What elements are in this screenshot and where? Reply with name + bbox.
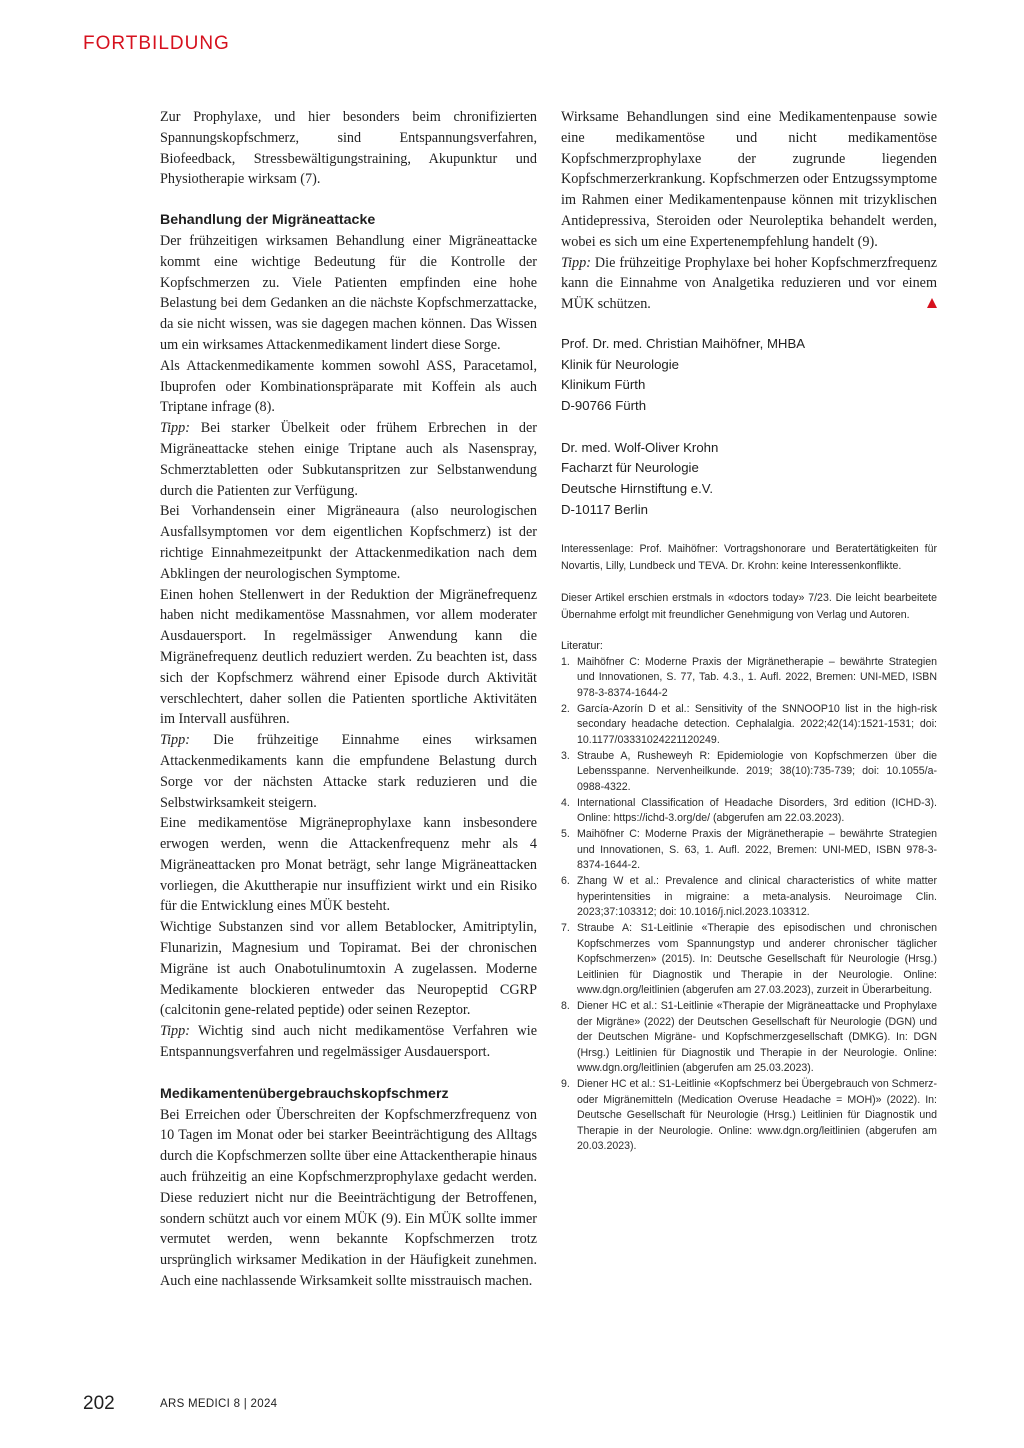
address-line: Prof. Dr. med. Christian Maihöfner, MHBA [561,335,806,351]
address-line: D-10117 Berlin [561,501,648,517]
section-heading: Behandlung der Migräneattacke [160,212,376,229]
tip-paragraph [160,418,537,501]
address-line: Deutsche Hirnstiftung e.V. [561,481,713,497]
conflict-of-interest-note: Interessenlage: Prof. Maihöfner: Vortragshonorare und Beratertätigkeiten für Novartis, Lilly, Lundbeck und TEVA. Dr. Krohn: keine Interessenkonflikte. [561,542,937,572]
literature-heading: Literatur: [561,640,603,653]
paragraph: Bei Erreichen oder Überschreiten der Kopfschmerzfrequenz von 10 Tagen im Monat oder bei starker Beeinträchtigung des Alltags durch die Kopfschmerzen sollte über eine Attackentherapie hinaus auch frühzeitig an eine Kopfschmerzprophylaxe gedacht werden. Diese reduziert nicht nur die Beeinträchtigung der Betroffenen, sondern schützt auch vor einem MÜK (9). Ein MÜK sollte immer vermutet werden, wenn bekannte Kopfschmerzen trotz ursprünglich wirksamer Medikation in der Häufigkeit zunehmen. Auch eine nachlassende Wirksamkeit sollte misstrauisch machen. [160,1106,538,1290]
literature-text: Maihöfner C: Moderne Praxis der Migränetherapie – bewährte Strategien und Innovationen, S. 63, 1. Aufl. 2022, Bremen: UNI-MED, ISBN 978-3-8374-1644-2. [577,828,937,872]
tip-label: Tipp: [561,254,591,271]
paragraph: Als Attackenmedikamente kommen sowohl ASS, Paracetamol, Ibuprofen oder Kombinationspräparate mit Koffein als auch Triptane infrage (8). [160,357,537,416]
literature-text: García-Azorín D et al.: Sensitivity of the SNNOOP10 list in the high-risk secondary headache detection. Cephalalgia. 2022;42(14):1521-1531; doi: 10.1177/03331024221120249. [577,702,937,746]
literature-number: 6. [561,875,570,888]
paragraph: Bei Vorhandensein einer Migräneaura (also neurologischen Ausfallsymptomen vor dem eigentlichen Kopfschmerz) ist der richtige Einnahmezeitpunkt der Attackenmedikation nach dem Abklingen der neurologischen Symptome. [160,503,537,582]
tip-label: Tipp: [160,420,190,437]
left-column [160,107,537,1292]
author-address-maihoefner [561,334,937,417]
paragraph: Zur Prophylaxe, und hier besonders beim chronifizierten Spannungskopfschmerz, sind Entspannungsverfahren, Biofeedback, Stressbewältigungstraining, Akupunktur und Physiotherapie wirksam (7). [160,109,537,188]
literature-number: 9. [561,1078,570,1091]
literature-item [561,1077,937,1155]
address-line: Klinikum Fürth [561,377,646,393]
page-number: 202 [83,1393,115,1414]
literature-item [561,702,937,749]
literature-number: 2. [561,702,570,715]
literature-number: 3. [561,749,570,762]
paragraph: Der frühzeitigen wirksamen Behandlung einer Migräneattacke kommt eine wichtige Bedeutung für die Kontrolle der Kopfschmerzen zu. Viele Patienten empfinden eine hohe Belastung bei dem Gedanken an die nächste Kopfschmerzattacke, da sie nicht wissen, was sie dagegen machen können. Das Wissen um ein wirksames Attackenmedikament lindert diese Sorge. [160,232,537,353]
right-column [561,107,937,1155]
address-line: Facharzt für Neurologie [561,460,699,476]
literature-item [561,999,937,1077]
tip-text: Wichtig sind auch nicht medikamentöse Verfahren wie Entspannungsverfahren und regelmässiger Ausdauersport. [160,1023,537,1061]
tip-paragraph [160,730,537,813]
literature-number: 8. [561,1000,570,1013]
literature-number: 4. [561,796,570,809]
tip-text: Bei starker Übelkeit oder frühem Erbrechen in der Migräneattacke stehen einige Triptane auch als Nasenspray, Schmerztabletten oder Subkutanspritzen zur Selbstanwendung durch die Patienten zur Verfügung. [160,420,537,499]
literature-item [561,655,937,702]
section-heading: Medikamentenübergebrauchskopfschmerz [160,1085,449,1102]
literature-list [561,655,937,1155]
literature-number: 5. [561,828,570,841]
paragraph: Einen hohen Stellenwert in der Reduktion der Migränefrequenz haben nicht medikamentöse Massnahmen, vor allem moderater Ausdauersport. In regelmässiger Anwendung kann die Migränefrequenz deutlich reduziert werden. Zu beachten ist, dass sich der Kopfschmerz während einer Episode durch Aktivität verschlechtert, daher sollen die Patienten sportliche Aktivitäten im Intervall ausführen. [160,586,537,728]
literature-text: Straube A, Rusheweyh R: Epidemiologie von Kopfschmerzen über die Lebensspanne. Nervenheilkunde. 2019; 38(10):735-739; doi: 10.1055/a-0988-4322. [577,749,937,793]
literature-text: Straube A: S1-Leitlinie «Therapie des episodischen und chronischen Kopfschmerzes vom Spannungstyp und anderer chronischer täglicher Kopfschmerzen» (2015). In: Deutsche Gesellschaft für Neurologie (Hrsg.) Leitlinien für Diagnostik und Therapie in der Neurologie. Online: www.dgn.org/leitlinien (abgerufen am 27.03.2023), zurzeit in Überarbeitung. [577,922,937,997]
literature-number: 7. [561,922,570,935]
paragraph: Wirksame Behandlungen sind eine Medikamentenpause sowie eine medikamentöse und nicht medikamentöse Kopfschmerzprophylaxe der zugrunde liegenden Kopfschmerzerkrankung. Kopfschmerzen oder Entzugssymptome im Rahmen einer Medikamentenpause können mit trizyklischen Antidepressiva, Steroiden oder Neuroleptika behandelt werden, wobei es sich um eine Expertenempfehlung handelt (9). [561,109,937,250]
literature-item [561,921,937,999]
literature-item [561,796,937,827]
address-line: D-90766 Fürth [561,398,647,414]
tip-text: Die frühzeitige Prophylaxe bei hoher Kopfschmerzfrequenz kann die Einnahme von Analgetika reduzieren und vor einem MÜK schützen. [561,254,937,313]
author-address-krohn [561,438,937,521]
tip-label: Tipp: [160,732,190,749]
end-of-article-triangle-icon [927,298,937,308]
literature-item [561,874,937,921]
journal-issue: ARS MEDICI 8 | 2024 [160,1398,278,1410]
literature-text: Diener HC et al.: S1-Leitlinie «Therapie der Migräneattacke und Prophylaxe der Migräne» (2022) der Deutschen Gesellschaft für Neurologie (DGN) und der Deutschen Migräne- und Kopfschmerzgesellschaft (DMKG). In: DGN (Hrsg.) Leitlinien für Diagnostik und Therapie in der Neurologie. Online: www.dgn.org/leitlinien (abgerufen am 25.03.2023). [577,1000,937,1075]
paragraph: Eine medikamentöse Migräneprophylaxe kann insbesondere erwogen werden, wenn die Attackenfrequenz mehr als 4 Migräneattacken pro Monat beträgt, sehr lange Migräneattacken vorliegen, die Akuttherapie nur insuffizient wirkt und ein Risiko für die Entwicklung eines MÜK besteht. [160,815,537,915]
tip-text: Die frühzeitige Einnahme eines wirksamen Attackenmedikaments kann die empfundene Belastung durch Sorge vor der nächsten Attacke stark reduzieren und die Selbstwirksamkeit steigern. [160,732,537,811]
literature-text: Maihöfner C: Moderne Praxis der Migränetherapie – bewährte Strategien und Innovationen, S. 77, Tab. 4.3., 1. Aufl. 2022, Bremen: UNI-MED, ISBN 978-3-8374-1644-2 [577,655,937,699]
address-line: Klinik für Neurologie [561,356,680,372]
literature-number: 1. [561,655,570,668]
literature-item [561,749,937,796]
tip-paragraph [561,253,937,315]
paragraph: Wichtige Substanzen sind vor allem Betablocker, Amitriptylin, Flunarizin, Magnesium und Topiramat. Bei der chronischen Migräne ist auch Onabotulinumtoxin A zugelassen. Moderne Medikamente blockieren entweder das Neuropeptid CGRP (calcitonin gene-related peptide) oder seinen Rezeptor. [160,919,537,1019]
tip-label: Tipp: [160,1023,190,1040]
literature-item [561,827,937,874]
literature-text: Zhang W et al.: Prevalence and clinical characteristics of white matter hyperintensities in migraine: a meta-analysis. Neuroimage Clin. 2023;37:103312; doi: 10.1016/j.nicl.2023.103312. [577,875,937,919]
tip-paragraph [160,1021,537,1063]
literature-text: Diener HC et al.: S1-Leitlinie «Kopfschmerz bei Übergebrauch von Schmerz- oder Migränemitteln (Medication Overuse Headache = MOH)» (2022). In: Deutsche Gesellschaft für Neurologie (Hrsg.) Leitlinien für Diagnostik und Therapie in der Neurologie. Online: www.dgn.org/leitlinien (abgerufen am 20.03.2023). [577,1078,937,1153]
literature-text: International Classification of Headache Disorders, 3rd edition (ICHD-3). Online: https://ichd-3.org/de/ (abgerufen am 22.03.2023). [577,796,937,825]
publication-source-note: Dieser Artikel erschien erstmals in «doctors today» 7/23. Die leicht bearbeitete Übernahme erfolgt mit freundlicher Genehmigung von Verlag und Autoren. [561,592,937,622]
section-label: FORTBILDUNG [83,33,230,54]
address-line: Dr. med. Wolf-Oliver Krohn [561,439,719,455]
